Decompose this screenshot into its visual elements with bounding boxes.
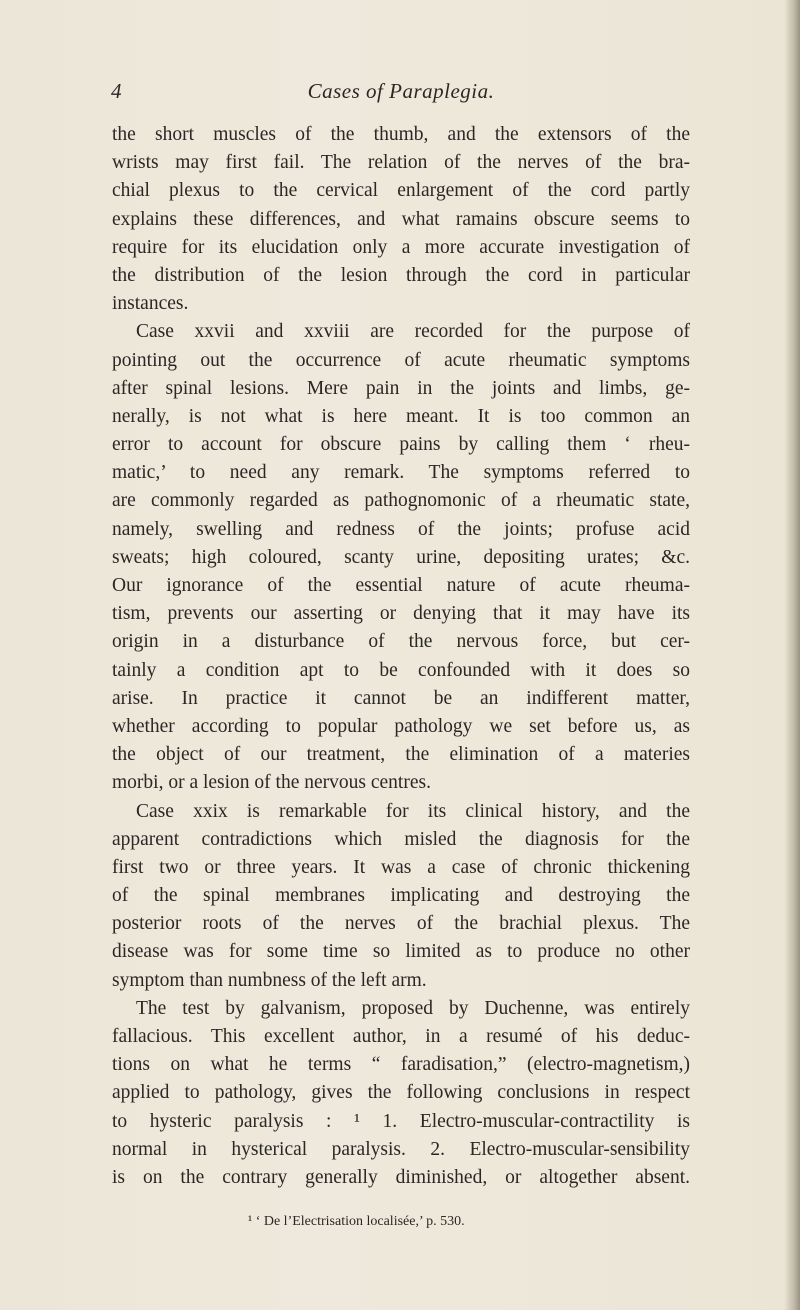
- text-line: The test by galvanism, proposed by Duchenne, was entirely: [136, 997, 690, 1019]
- text-line: Our ignorance of the essential nature of acute rheuma-: [112, 575, 690, 596]
- footnote: ¹ ‘ De l’Electrisation localisée,’ p. 530.: [248, 1214, 465, 1229]
- text-line: tainly a condition apt to be confounded with it does so: [112, 659, 690, 681]
- text-line: chial plexus to the cervical enlargement of the cord partly: [112, 180, 690, 202]
- text-line: are commonly regarded as pathognomonic of a rheumatic state,: [112, 490, 690, 512]
- page-edge-shadow: [784, 0, 800, 1310]
- text-line: Case xxix is remarkable for its clinical history, and the: [136, 800, 690, 822]
- text-line: error to account for obscure pains by calling them ‘ rheu-: [112, 434, 690, 456]
- text-line: tism, prevents our asserting or denying that it may have its: [112, 603, 690, 625]
- text-line: tions on what he terms “ faradisation,” (electro-magnetism,): [112, 1054, 690, 1076]
- text-line: applied to pathology, gives the following conclusions in respect: [112, 1082, 690, 1104]
- text-line: Case xxvii and xxviii are recorded for the purpose of: [136, 321, 690, 343]
- text-line: explains these differences, and what ramains obscure seems to: [112, 208, 690, 230]
- text-line: matic,’ to need any remark. The symptoms referred to: [112, 462, 690, 484]
- text-line: normal in hysterical paralysis. 2. Electro-muscular-sensibility: [112, 1138, 690, 1160]
- text-line: the object of our treatment, the elimination of a materies: [112, 744, 690, 766]
- text-line: instances.: [112, 293, 189, 315]
- body-text: [112, 121, 690, 1192]
- text-line: the short muscles of the thumb, and the extensors of the: [112, 124, 690, 145]
- text-line: pointing out the occurrence of acute rheumatic symptoms: [112, 349, 690, 371]
- text-line: nerally, is not what is here meant. It is too common an: [112, 405, 690, 427]
- text-line: posterior roots of the nerves of the brachial plexus. The: [112, 913, 690, 935]
- text-line: fallacious. This excellent author, in a resumé of his deduc-: [112, 1026, 690, 1047]
- page-number: 4: [111, 79, 122, 103]
- running-head-title: Cases of Paraplegia.: [307, 79, 495, 103]
- text-line: symptom than numbness of the left arm.: [112, 969, 427, 991]
- text-line: whether according to popular pathology we set before us, as: [112, 715, 690, 737]
- text-line: of the spinal membranes implicating and destroying the: [112, 885, 690, 907]
- text-line: sweats; high coloured, scanty urine, depositing urates; &c.: [112, 546, 690, 568]
- text-line: require for its elucidation only a more accurate investigation of: [112, 236, 690, 258]
- text-line: first two or three years. It was a case of chronic thickening: [112, 856, 690, 878]
- text-line: namely, swelling and redness of the joints; profuse acid: [112, 518, 690, 540]
- text-line: is on the contrary generally diminished, or altogether absent.: [112, 1166, 690, 1188]
- text-line: to hysteric paralysis : ¹ 1. Electro-muscular-contractility is: [112, 1110, 690, 1132]
- text-line: arise. In practice it cannot be an indifferent matter,: [112, 687, 690, 709]
- text-line: morbi, or a lesion of the nervous centres.: [112, 772, 431, 794]
- text-line: the distribution of the lesion through the cord in particular: [112, 264, 690, 286]
- text-line: wrists may first fail. The relation of the nerves of the bra-: [112, 152, 690, 174]
- text-line: apparent contradictions which misled the diagnosis for the: [112, 828, 690, 850]
- running-head: [111, 79, 691, 111]
- text-line: disease was for some time so limited as to produce no other: [112, 941, 690, 963]
- text-line: after spinal lesions. Mere pain in the joints and limbs, ge-: [112, 377, 690, 399]
- text-line: origin in a disturbance of the nervous force, but cer-: [112, 631, 690, 653]
